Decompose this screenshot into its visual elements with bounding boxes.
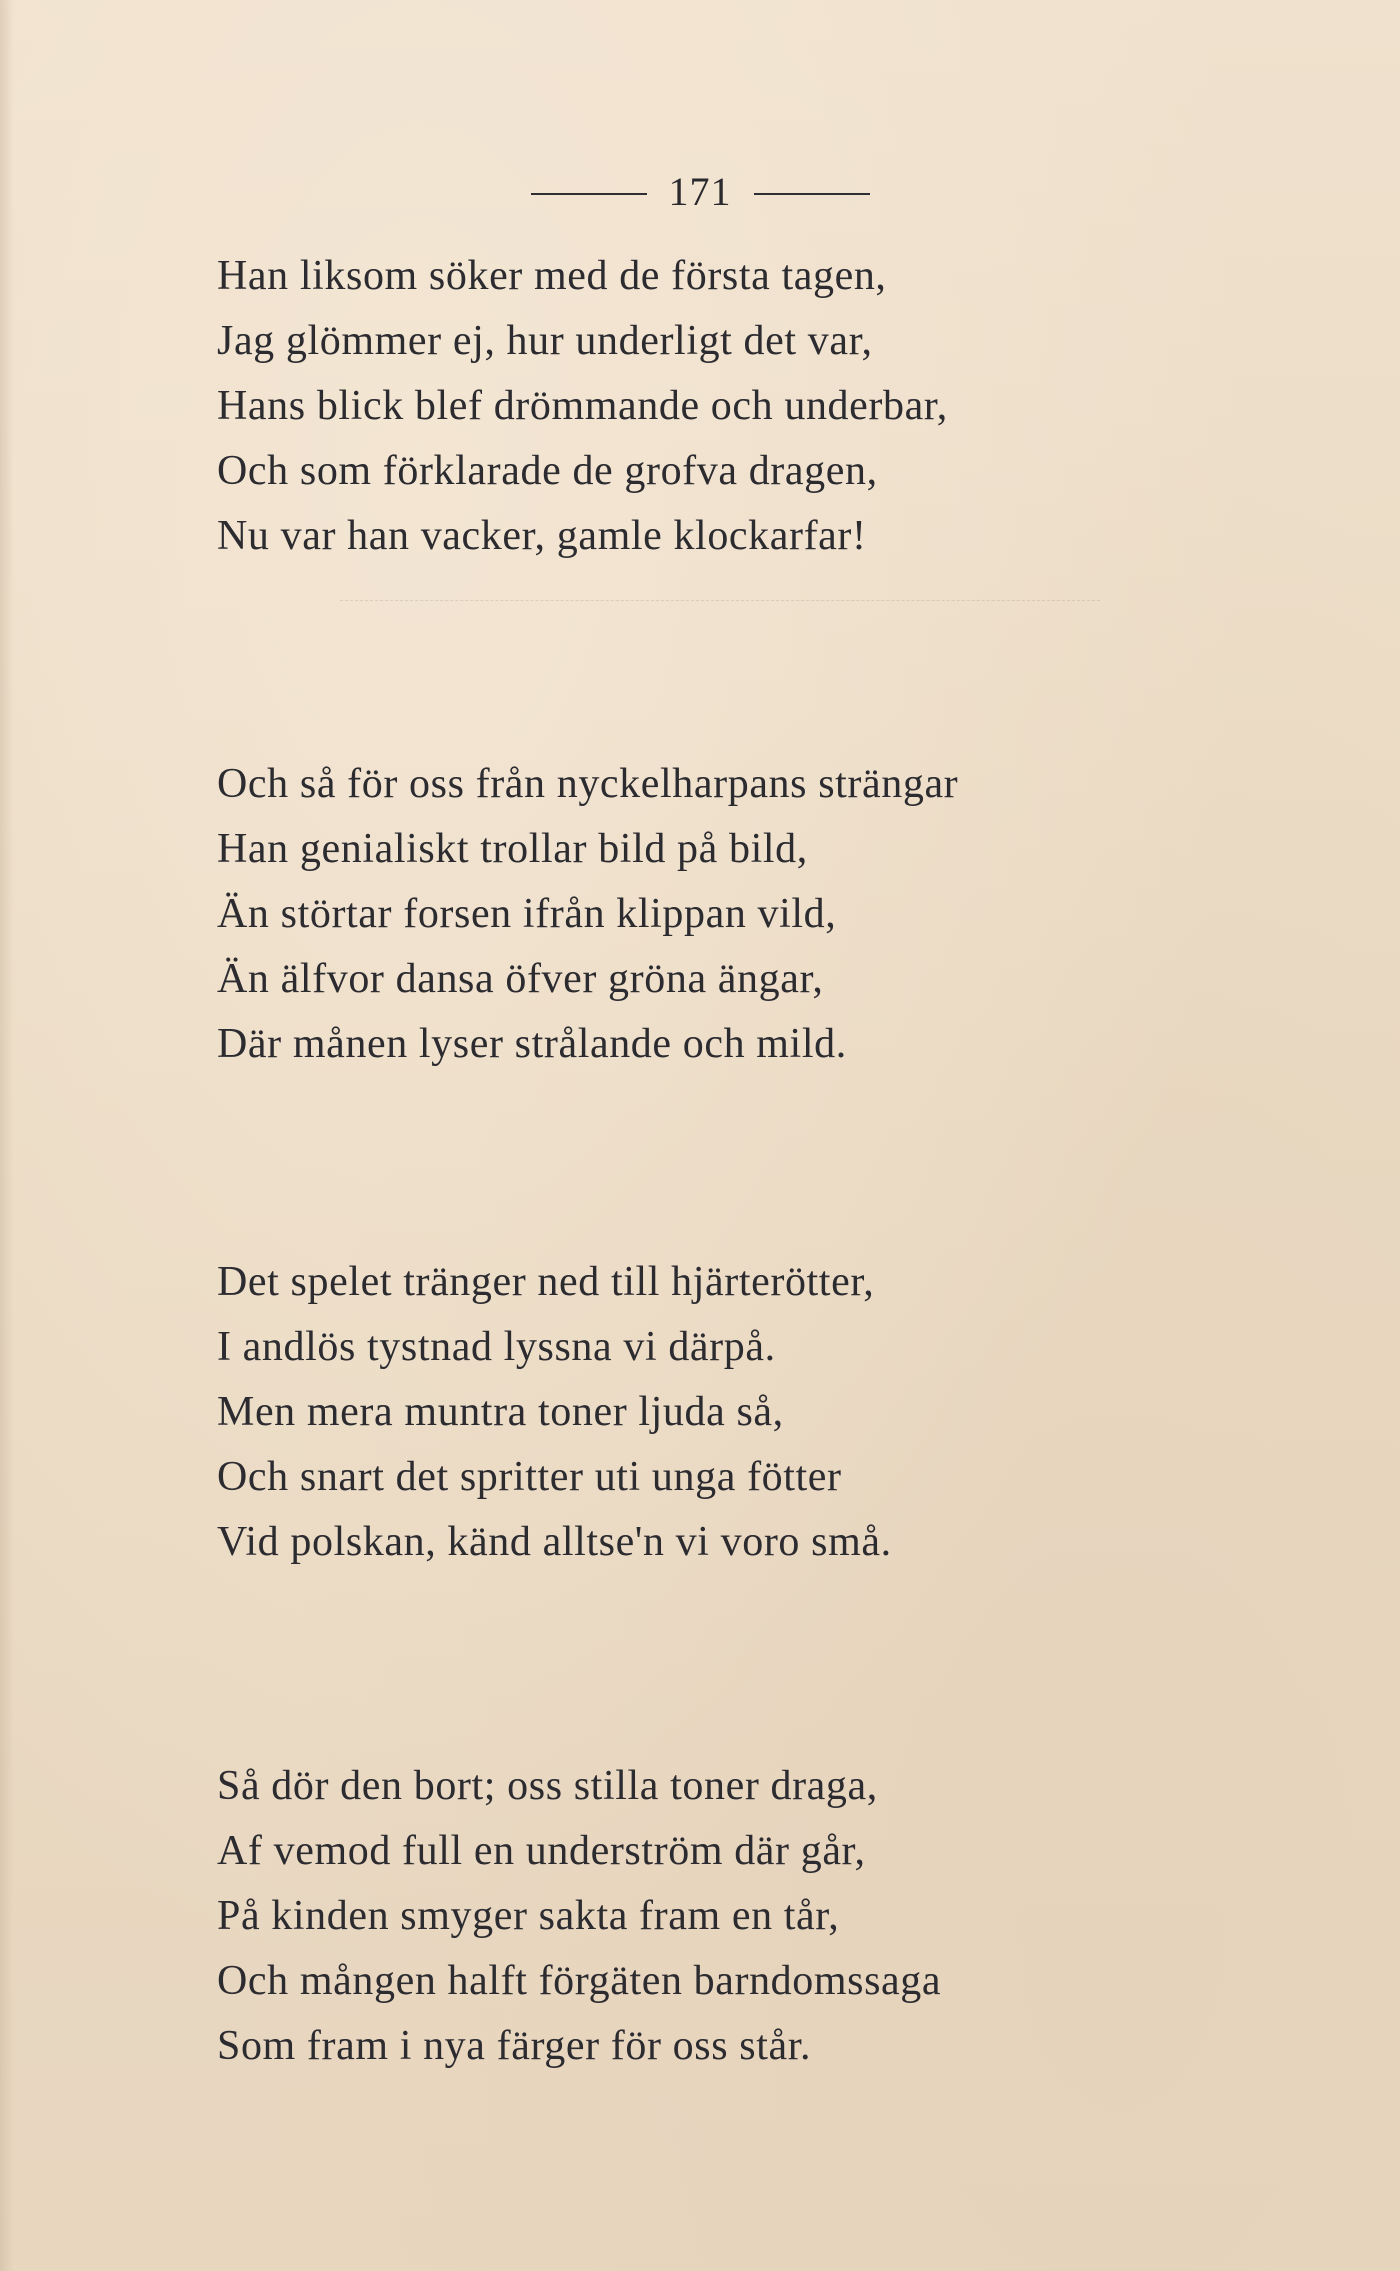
verse-line: Och snart det spritter uti unga fötter xyxy=(217,1454,842,1500)
verse-line: Så dör den bort; oss stilla toner draga, xyxy=(217,1763,878,1809)
verse-line: Jag glömmer ej, hur underligt det var, xyxy=(217,318,873,364)
verse-line: Och så för oss från nyckelharpans strängar xyxy=(217,761,959,807)
header-rule-right xyxy=(754,193,870,195)
verse-line: Där månen lyser strålande och mild. xyxy=(217,1021,847,1067)
verse-line: Han liksom söker med de första tagen, xyxy=(217,253,887,299)
verse-line: På kinden smyger sakta fram en tår, xyxy=(217,1893,840,1939)
verse-line: Än älfvor dansa öfver gröna ängar, xyxy=(217,956,824,1002)
bleed-through-mark xyxy=(340,600,1100,601)
verse-line: Och mången halft förgäten barndomssaga xyxy=(217,1958,942,2004)
stanza-3 xyxy=(217,1250,1317,1575)
header-rule-left xyxy=(531,193,647,195)
verse-line: Vid polskan, känd alltse'n vi voro små. xyxy=(217,1519,892,1565)
page-header xyxy=(0,168,1400,216)
verse-line: Han genialiskt trollar bild på bild, xyxy=(217,826,808,872)
verse-line: Hans blick blef drömmande och underbar, xyxy=(217,383,948,429)
stanza-4 xyxy=(217,1754,1317,2079)
page-number: 171 xyxy=(668,169,732,214)
verse-line: I andlös tystnad lyssna vi därpå. xyxy=(217,1324,776,1370)
stanza-1 xyxy=(217,244,1317,569)
verse-line: Men mera muntra toner ljuda så, xyxy=(217,1389,784,1435)
stanza-2 xyxy=(217,752,1317,1077)
page-edge-shadow xyxy=(0,0,14,2271)
verse-line: Än störtar forsen ifrån klippan vild, xyxy=(217,891,837,937)
verse-line: Af vemod full en underström där går, xyxy=(217,1828,866,1874)
verse-line: Som fram i nya färger för oss står. xyxy=(217,2023,812,2069)
verse-line: Det spelet tränger ned till hjärterötter, xyxy=(217,1259,875,1305)
verse-line: Nu var han vacker, gamle klockarfar! xyxy=(217,513,867,559)
verse-line: Och som förklarade de grofva dragen, xyxy=(217,448,878,494)
